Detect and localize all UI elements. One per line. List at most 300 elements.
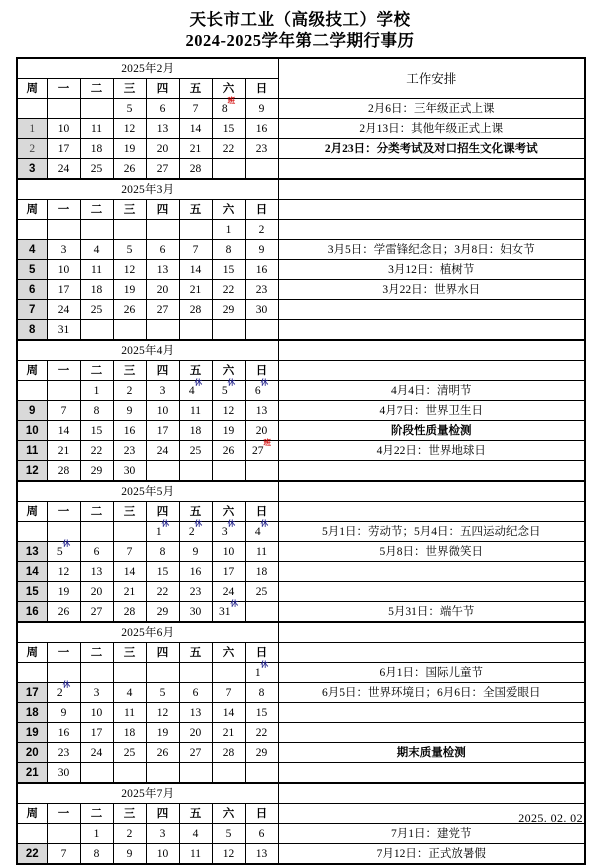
week-number-cell: 22 bbox=[17, 844, 47, 865]
work-arrangement-cell: 3月12日：植树节 bbox=[278, 260, 585, 280]
work-arrangement-cell: 期末质量检测 bbox=[278, 743, 585, 763]
day-cell-blank bbox=[146, 663, 179, 683]
weekday-header-6: 六 bbox=[212, 804, 245, 824]
day-cell: $4^休$ bbox=[245, 522, 278, 542]
day-cell: 30 bbox=[179, 602, 212, 623]
day-cell: 29 bbox=[80, 461, 113, 482]
rest-day-marker: 休 bbox=[260, 518, 269, 528]
day-cell: 28 bbox=[179, 159, 212, 180]
work-cell-spacer bbox=[278, 622, 585, 643]
day-cell: 25 bbox=[80, 159, 113, 180]
day-cell: 24 bbox=[80, 743, 113, 763]
rest-day-marker: 休 bbox=[161, 518, 170, 528]
day-cell: 7 bbox=[179, 99, 212, 119]
document-date: 2025. 02. 02 bbox=[518, 811, 583, 825]
weekday-header-6: 六 bbox=[212, 643, 245, 663]
day-cell: 21 bbox=[212, 723, 245, 743]
week-number-cell: 13 bbox=[17, 542, 47, 562]
day-cell: 29 bbox=[245, 743, 278, 763]
rest-day-marker: 休 bbox=[62, 538, 71, 548]
day-cell: 23 bbox=[245, 139, 278, 159]
weekday-header-2: 二 bbox=[80, 804, 113, 824]
day-cell: 21 bbox=[179, 139, 212, 159]
month-title-row bbox=[17, 783, 585, 804]
month-title-row bbox=[17, 58, 585, 79]
day-cell: 11 bbox=[80, 260, 113, 280]
day-cell-blank bbox=[179, 320, 212, 341]
calendar-week-row bbox=[17, 703, 585, 723]
week-number-cell: 21 bbox=[17, 763, 47, 784]
month-label: 2025年6月 bbox=[17, 622, 278, 643]
day-cell-blank bbox=[47, 381, 80, 401]
day-cell-blank bbox=[245, 461, 278, 482]
day-cell: 8 bbox=[245, 683, 278, 703]
day-cell: 11 bbox=[179, 844, 212, 865]
day-cell-blank bbox=[80, 522, 113, 542]
week-number-cell: 18 bbox=[17, 703, 47, 723]
weekday-header-2: 二 bbox=[80, 643, 113, 663]
month-label: 2025年4月 bbox=[17, 340, 278, 361]
day-cell: 22 bbox=[245, 723, 278, 743]
day-cell: 7 bbox=[47, 844, 80, 865]
day-cell-blank bbox=[245, 159, 278, 180]
day-cell: 14 bbox=[179, 260, 212, 280]
day-cell: 12 bbox=[47, 562, 80, 582]
work-day-marker: 班 bbox=[263, 437, 272, 447]
day-cell: 5 bbox=[146, 683, 179, 703]
day-cell: 12 bbox=[113, 119, 146, 139]
weekday-header-5: 五 bbox=[179, 361, 212, 381]
month-label: 2025年3月 bbox=[17, 179, 278, 200]
day-cell-blank bbox=[80, 220, 113, 240]
day-cell-blank bbox=[113, 763, 146, 784]
week-number-header: 周 bbox=[17, 361, 47, 381]
work-cell-spacer bbox=[278, 783, 585, 804]
weekday-header-4: 四 bbox=[146, 200, 179, 220]
month-label: 2025年7月 bbox=[17, 783, 278, 804]
day-cell: 2 bbox=[113, 824, 146, 844]
calendar-week-row bbox=[17, 119, 585, 139]
day-cell: 29 bbox=[212, 300, 245, 320]
day-cell: 1 bbox=[80, 381, 113, 401]
weekday-header-2: 二 bbox=[80, 200, 113, 220]
day-cell: 24 bbox=[47, 159, 80, 180]
work-cell-spacer bbox=[278, 481, 585, 502]
work-cell-spacer bbox=[278, 200, 585, 220]
day-cell: 18 bbox=[179, 421, 212, 441]
week-number-header: 周 bbox=[17, 804, 47, 824]
week-number-blank bbox=[17, 663, 47, 683]
weekday-header-2: 二 bbox=[80, 361, 113, 381]
day-cell: 22 bbox=[146, 582, 179, 602]
day-cell: 16 bbox=[179, 562, 212, 582]
weekday-header-row bbox=[17, 502, 585, 522]
work-cell-blank bbox=[278, 723, 585, 743]
page-title bbox=[0, 0, 600, 51]
weekday-header-5: 五 bbox=[179, 200, 212, 220]
day-cell: 9 bbox=[113, 844, 146, 865]
calendar-week-row bbox=[17, 582, 585, 602]
weekday-header-row bbox=[17, 200, 585, 220]
day-cell: $31^休$ bbox=[212, 602, 245, 623]
work-arrangement-cell: 5月1日：劳动节；5月4日：五四运动纪念日 bbox=[278, 522, 585, 542]
day-cell: 17 bbox=[47, 280, 80, 300]
weekday-header-4: 四 bbox=[146, 804, 179, 824]
day-cell: 21 bbox=[179, 280, 212, 300]
day-cell: $27^班$ bbox=[245, 441, 278, 461]
day-cell: 8 bbox=[146, 542, 179, 562]
weekday-header-2: 二 bbox=[80, 79, 113, 99]
day-cell: 26 bbox=[146, 743, 179, 763]
rest-day-marker: 休 bbox=[227, 518, 236, 528]
work-cell-blank bbox=[278, 159, 585, 180]
work-day-marker: 班 bbox=[227, 95, 236, 105]
day-cell-blank bbox=[47, 824, 80, 844]
week-number-cell: 3 bbox=[17, 159, 47, 180]
week-number-cell: 20 bbox=[17, 743, 47, 763]
day-cell: 11 bbox=[179, 401, 212, 421]
day-cell: 22 bbox=[212, 139, 245, 159]
day-cell: 17 bbox=[80, 723, 113, 743]
day-cell: 12 bbox=[212, 401, 245, 421]
week-number-cell: 12 bbox=[17, 461, 47, 482]
week-number-cell: 17 bbox=[17, 683, 47, 703]
day-cell: 18 bbox=[80, 280, 113, 300]
day-cell: 14 bbox=[212, 703, 245, 723]
work-cell-blank bbox=[278, 220, 585, 240]
day-cell-blank bbox=[245, 602, 278, 623]
calendar-week-row bbox=[17, 300, 585, 320]
day-cell: $5^休$ bbox=[212, 381, 245, 401]
day-cell: 3 bbox=[146, 381, 179, 401]
work-arrangement-cell: 4月7日：世界卫生日 bbox=[278, 401, 585, 421]
day-cell: 26 bbox=[113, 300, 146, 320]
day-cell: 13 bbox=[245, 401, 278, 421]
day-cell: 12 bbox=[146, 703, 179, 723]
weekday-header-row bbox=[17, 804, 585, 824]
day-cell: $4^休$ bbox=[179, 381, 212, 401]
day-cell: 31 bbox=[47, 320, 80, 341]
day-cell: 7 bbox=[113, 542, 146, 562]
day-cell: 26 bbox=[212, 441, 245, 461]
day-cell-blank bbox=[212, 320, 245, 341]
weekday-header-6: 六 bbox=[212, 200, 245, 220]
work-arrangement-cell: 3月22日：世界水日 bbox=[278, 280, 585, 300]
week-number-cell: 15 bbox=[17, 582, 47, 602]
day-cell: 4 bbox=[179, 824, 212, 844]
calendar-week-row bbox=[17, 683, 585, 703]
weekday-header-1: 一 bbox=[47, 804, 80, 824]
weekday-header-5: 五 bbox=[179, 643, 212, 663]
calendar-week-row bbox=[17, 602, 585, 623]
day-cell: 6 bbox=[80, 542, 113, 562]
day-cell: 7 bbox=[47, 401, 80, 421]
day-cell: 16 bbox=[245, 260, 278, 280]
day-cell: $3^休$ bbox=[212, 522, 245, 542]
day-cell: 4 bbox=[113, 683, 146, 703]
day-cell: 16 bbox=[113, 421, 146, 441]
day-cell: 9 bbox=[245, 99, 278, 119]
day-cell: 20 bbox=[179, 723, 212, 743]
day-cell: 10 bbox=[146, 401, 179, 421]
calendar-week-row bbox=[17, 320, 585, 341]
day-cell-blank bbox=[80, 763, 113, 784]
weekday-header-5: 五 bbox=[179, 79, 212, 99]
day-cell: $2^休$ bbox=[47, 683, 80, 703]
day-cell: 23 bbox=[47, 743, 80, 763]
work-cell-blank bbox=[278, 461, 585, 482]
day-cell-blank bbox=[179, 220, 212, 240]
day-cell: 3 bbox=[80, 683, 113, 703]
day-cell: 19 bbox=[146, 723, 179, 743]
day-cell: 17 bbox=[47, 139, 80, 159]
work-arrangement-cell: 6月5日：世界环境日；6月6日：全国爱眼日 bbox=[278, 683, 585, 703]
day-cell: 11 bbox=[80, 119, 113, 139]
day-cell-blank bbox=[80, 320, 113, 341]
day-cell-blank bbox=[179, 461, 212, 482]
weekday-header-4: 四 bbox=[146, 502, 179, 522]
day-cell: 15 bbox=[245, 703, 278, 723]
day-cell: 24 bbox=[212, 582, 245, 602]
day-cell: 28 bbox=[212, 743, 245, 763]
day-cell: 5 bbox=[113, 99, 146, 119]
day-cell-blank bbox=[146, 220, 179, 240]
day-cell-blank bbox=[47, 220, 80, 240]
month-title-row bbox=[17, 622, 585, 643]
weekday-header-7: 日 bbox=[245, 361, 278, 381]
day-cell: 27 bbox=[146, 159, 179, 180]
day-cell: 2 bbox=[245, 220, 278, 240]
day-cell: 27 bbox=[80, 602, 113, 623]
week-number-cell: 9 bbox=[17, 401, 47, 421]
day-cell-blank bbox=[47, 99, 80, 119]
day-cell: 15 bbox=[146, 562, 179, 582]
week-number-cell: 6 bbox=[17, 280, 47, 300]
day-cell: 16 bbox=[47, 723, 80, 743]
day-cell: 16 bbox=[245, 119, 278, 139]
day-cell: 3 bbox=[146, 824, 179, 844]
day-cell: 10 bbox=[80, 703, 113, 723]
weekday-header-5: 五 bbox=[179, 502, 212, 522]
day-cell-blank bbox=[146, 461, 179, 482]
weekday-header-5: 五 bbox=[179, 804, 212, 824]
calendar-week-row bbox=[17, 220, 585, 240]
week-number-blank bbox=[17, 522, 47, 542]
week-number-cell: 11 bbox=[17, 441, 47, 461]
rest-day-marker: 休 bbox=[227, 377, 236, 387]
work-arrangement-cell: 3月5日：学雷锋纪念日；3月8日：妇女节 bbox=[278, 240, 585, 260]
day-cell: 7 bbox=[179, 240, 212, 260]
day-cell: 23 bbox=[113, 441, 146, 461]
weekday-header-7: 日 bbox=[245, 200, 278, 220]
day-cell: $1^休$ bbox=[245, 663, 278, 683]
day-cell: 27 bbox=[146, 300, 179, 320]
calendar-week-row bbox=[17, 542, 585, 562]
day-cell: 6 bbox=[245, 824, 278, 844]
calendar-container bbox=[16, 51, 584, 865]
month-label: 2025年5月 bbox=[17, 481, 278, 502]
day-cell: 10 bbox=[47, 260, 80, 280]
work-cell-blank bbox=[278, 582, 585, 602]
day-cell: 18 bbox=[245, 562, 278, 582]
day-cell-blank bbox=[113, 320, 146, 341]
day-cell: 3 bbox=[47, 240, 80, 260]
day-cell-blank bbox=[245, 320, 278, 341]
week-number-blank bbox=[17, 220, 47, 240]
day-cell: 10 bbox=[212, 542, 245, 562]
week-number-blank bbox=[17, 824, 47, 844]
work-cell-spacer bbox=[278, 502, 585, 522]
day-cell-blank bbox=[179, 763, 212, 784]
day-cell: 25 bbox=[113, 743, 146, 763]
calendar-subtitle: 2024-2025学年第二学期行事历 bbox=[185, 31, 415, 50]
day-cell: 20 bbox=[146, 280, 179, 300]
work-cell-spacer bbox=[278, 179, 585, 200]
academic-calendar-table bbox=[16, 57, 586, 865]
work-arrangement-cell: 5月31日：端午节 bbox=[278, 602, 585, 623]
day-cell: 24 bbox=[146, 441, 179, 461]
work-arrangement-cell: 7月12日：正式放暑假 bbox=[278, 844, 585, 865]
day-cell: 25 bbox=[179, 441, 212, 461]
weekday-header-4: 四 bbox=[146, 79, 179, 99]
calendar-week-row bbox=[17, 824, 585, 844]
day-cell: 13 bbox=[146, 260, 179, 280]
month-title-row bbox=[17, 340, 585, 361]
day-cell: $6^休$ bbox=[245, 381, 278, 401]
weekday-header-7: 日 bbox=[245, 79, 278, 99]
calendar-week-row bbox=[17, 441, 585, 461]
day-cell-blank bbox=[212, 159, 245, 180]
day-cell: 9 bbox=[113, 401, 146, 421]
work-column-header: 工作安排 bbox=[278, 58, 585, 99]
day-cell: 10 bbox=[47, 119, 80, 139]
work-cell-blank bbox=[278, 300, 585, 320]
month-title-row bbox=[17, 481, 585, 502]
day-cell: 25 bbox=[245, 582, 278, 602]
day-cell: 11 bbox=[245, 542, 278, 562]
day-cell: 26 bbox=[113, 159, 146, 180]
weekday-header-1: 一 bbox=[47, 643, 80, 663]
day-cell: 14 bbox=[113, 562, 146, 582]
work-arrangement-cell: 5月8日：世界微笑日 bbox=[278, 542, 585, 562]
week-number-cell: 10 bbox=[17, 421, 47, 441]
week-number-cell: 2 bbox=[17, 139, 47, 159]
day-cell: 9 bbox=[245, 240, 278, 260]
work-arrangement-cell: 阶段性质量检测 bbox=[278, 421, 585, 441]
day-cell: 13 bbox=[80, 562, 113, 582]
work-cell-spacer bbox=[278, 643, 585, 663]
day-cell: 25 bbox=[80, 300, 113, 320]
day-cell: 13 bbox=[179, 703, 212, 723]
day-cell: 15 bbox=[212, 260, 245, 280]
day-cell: 29 bbox=[146, 602, 179, 623]
day-cell: 23 bbox=[245, 280, 278, 300]
day-cell: 28 bbox=[113, 602, 146, 623]
week-number-cell: 14 bbox=[17, 562, 47, 582]
month-title-row bbox=[17, 179, 585, 200]
day-cell: 9 bbox=[179, 542, 212, 562]
work-arrangement-cell: 6月1日：国际儿童节 bbox=[278, 663, 585, 683]
day-cell: 22 bbox=[80, 441, 113, 461]
day-cell: 13 bbox=[245, 844, 278, 865]
work-arrangement-cell: 4月22日：世界地球日 bbox=[278, 441, 585, 461]
day-cell: 6 bbox=[146, 99, 179, 119]
calendar-week-row bbox=[17, 743, 585, 763]
day-cell: 12 bbox=[212, 844, 245, 865]
week-number-header: 周 bbox=[17, 643, 47, 663]
day-cell: 6 bbox=[179, 683, 212, 703]
day-cell: 14 bbox=[47, 421, 80, 441]
work-cell-blank bbox=[278, 703, 585, 723]
rest-day-marker: 休 bbox=[62, 679, 71, 689]
work-arrangement-cell: 4月4日：清明节 bbox=[278, 381, 585, 401]
day-cell-blank bbox=[146, 763, 179, 784]
day-cell: 28 bbox=[47, 461, 80, 482]
day-cell: 17 bbox=[146, 421, 179, 441]
work-arrangement-cell: 2月13日：其他年级正式上课 bbox=[278, 119, 585, 139]
day-cell: 15 bbox=[212, 119, 245, 139]
day-cell: 2 bbox=[113, 381, 146, 401]
week-number-cell: 7 bbox=[17, 300, 47, 320]
rest-day-marker: 休 bbox=[260, 659, 269, 669]
week-number-header: 周 bbox=[17, 502, 47, 522]
day-cell: $5^休$ bbox=[47, 542, 80, 562]
day-cell: 8 bbox=[80, 844, 113, 865]
day-cell: 19 bbox=[212, 421, 245, 441]
school-name: 天长市工业（高级技工）学校 bbox=[189, 10, 411, 29]
day-cell: 8 bbox=[212, 240, 245, 260]
day-cell: $8^班$ bbox=[212, 99, 245, 119]
day-cell-blank bbox=[146, 320, 179, 341]
calendar-week-row bbox=[17, 401, 585, 421]
weekday-header-3: 三 bbox=[113, 79, 146, 99]
day-cell-blank bbox=[179, 663, 212, 683]
day-cell-blank bbox=[245, 763, 278, 784]
calendar-week-row bbox=[17, 99, 585, 119]
weekday-header-2: 二 bbox=[80, 502, 113, 522]
weekday-header-7: 日 bbox=[245, 502, 278, 522]
day-cell-blank bbox=[212, 461, 245, 482]
week-number-cell: 4 bbox=[17, 240, 47, 260]
calendar-week-row bbox=[17, 139, 585, 159]
weekday-header-4: 四 bbox=[146, 643, 179, 663]
week-number-header: 周 bbox=[17, 79, 47, 99]
rest-day-marker: 休 bbox=[260, 377, 269, 387]
week-number-blank bbox=[17, 381, 47, 401]
work-arrangement-cell: 2月6日：三年级正式上课 bbox=[278, 99, 585, 119]
day-cell: 10 bbox=[146, 844, 179, 865]
calendar-week-row bbox=[17, 723, 585, 743]
rest-day-marker: 休 bbox=[194, 377, 203, 387]
day-cell: 18 bbox=[80, 139, 113, 159]
weekday-header-7: 日 bbox=[245, 804, 278, 824]
calendar-week-row bbox=[17, 763, 585, 784]
day-cell: $1^休$ bbox=[146, 522, 179, 542]
month-label: 2025年2月 bbox=[17, 58, 278, 79]
day-cell: 18 bbox=[113, 723, 146, 743]
day-cell: 27 bbox=[179, 743, 212, 763]
day-cell: 19 bbox=[113, 280, 146, 300]
work-cell-blank bbox=[278, 562, 585, 582]
day-cell: 26 bbox=[47, 602, 80, 623]
day-cell: 5 bbox=[212, 824, 245, 844]
day-cell: 20 bbox=[80, 582, 113, 602]
day-cell-blank bbox=[113, 663, 146, 683]
day-cell: 20 bbox=[245, 421, 278, 441]
calendar-week-row bbox=[17, 381, 585, 401]
calendar-week-row bbox=[17, 240, 585, 260]
work-arrangement-cell: 7月1日：建党节 bbox=[278, 824, 585, 844]
